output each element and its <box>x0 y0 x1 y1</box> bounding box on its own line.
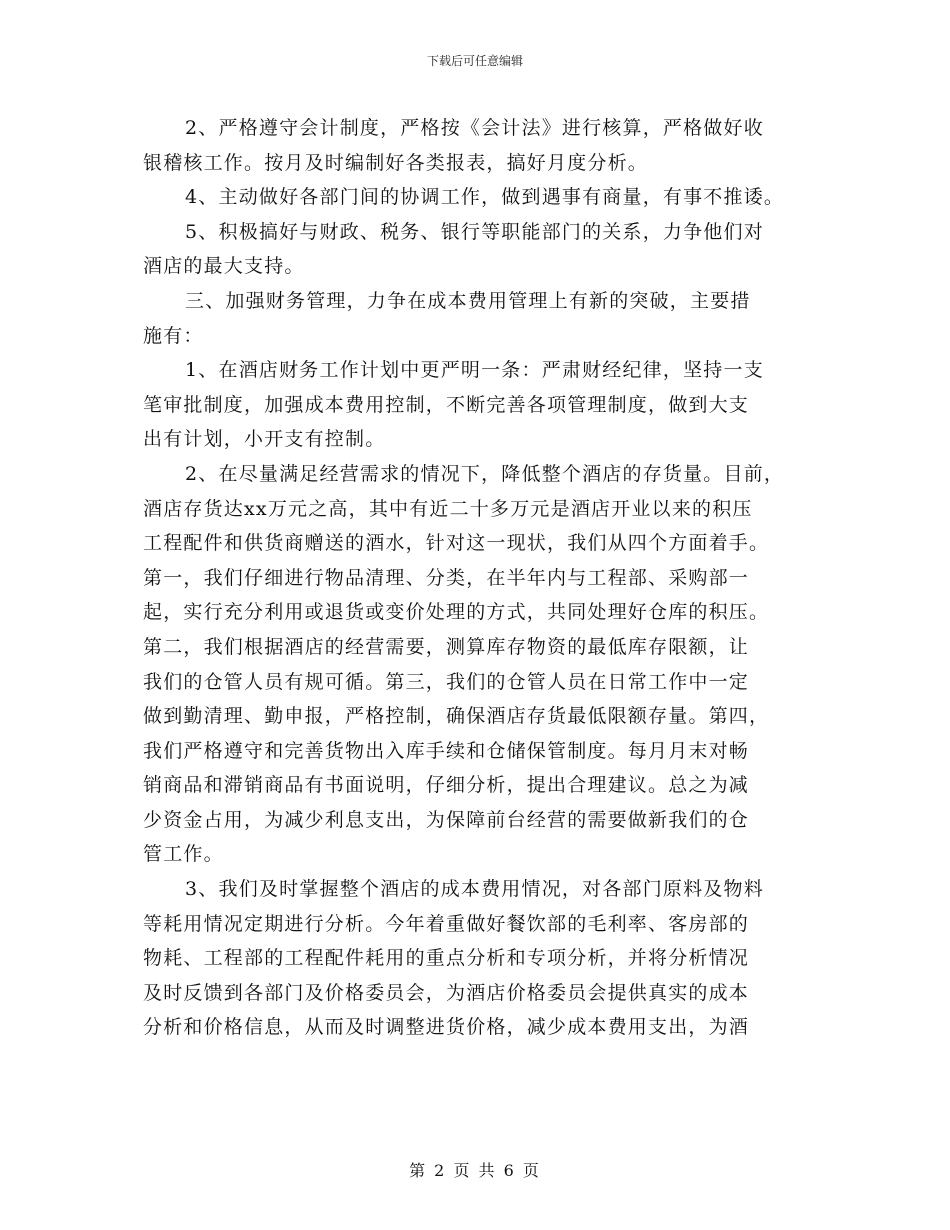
text-line: 酒店存货达xx万元之高，其中有近二十多万元是酒店开业以来的积压 <box>143 497 753 520</box>
text-line: 第二，我们根据酒店的经营需要，测算库存物资的最低库存限额，让 <box>143 635 750 658</box>
text-line: 等耗用情况定期进行分析。今年着重做好餐饮部的毛利率、客房部的 <box>143 912 750 935</box>
text-line: 做到勤清理、勤申报，严格控制，确保酒店存货最低限额存量。第四， <box>143 705 770 728</box>
text-line: 物耗、工程部的工程配件耗用的重点分析和专项分析，并将分析情况 <box>143 947 750 970</box>
text-line: 及时反馈到各部门及价格委员会，为酒店价格委员会提供真实的成本 <box>143 981 750 1004</box>
text-line: 5、积极搞好与财政、税务、银行等职能部门的关系，力争他们对 <box>185 220 764 243</box>
page-header-note: 下载后可任意编辑 <box>426 54 523 68</box>
text-line: 酒店的最大支持。 <box>143 255 305 278</box>
text-line: 笔审批制度，加强成本费用控制，不断完善各项管理制度，做到大支 <box>143 393 750 416</box>
text-line: 我们的仓管人员有规可循。第三，我们的仓管人员在日常工作中一定 <box>143 670 750 693</box>
document-body <box>143 111 823 1045</box>
text-line: 管工作。 <box>143 843 224 866</box>
text-line: 第一，我们仔细进行物品清理、分类，在半年内与工程部、采购部一 <box>143 566 750 589</box>
text-line: 4、主动做好各部门间的协调工作，做到遇事有商量，有事不推诿。 <box>185 186 785 209</box>
text-line: 2、严格遵守会计制度，严格按《会计法》进行核算，严格做好收 <box>185 117 764 139</box>
text-line: 起，实行充分利用或退货或变价处理的方式，共同处理好仓库的积压。 <box>143 601 770 624</box>
text-line: 1、在酒店财务工作计划中更严明一条：严肃财经纪律，坚持一支 <box>185 359 764 382</box>
text-line: 少资金占用，为减少利息支出，为保障前台经营的需要做新我们的仓 <box>143 808 750 831</box>
text-line: 施有： <box>143 324 204 347</box>
text-line: 销商品和滞销商品有书面说明，仔细分析，提出合理建议。总之为减 <box>143 774 750 797</box>
text-line: 3、我们及时掌握整个酒店的成本费用情况，对各部门原料及物料 <box>185 878 764 901</box>
text-line: 2、在尽量满足经营需求的情况下，降低整个酒店的存货量。目前， <box>185 462 785 485</box>
text-line: 我们严格遵守和完善货物出入库手续和仓储保管制度。每月月末对畅 <box>143 739 750 762</box>
page-number: 第 2 页 共 6 页 <box>409 1161 541 1180</box>
text-line: 工程配件和供货商赠送的酒水，针对这一现状，我们从四个方面着手。 <box>143 532 770 555</box>
text-line: 出有计划，小开支有控制。 <box>143 428 386 451</box>
text-line: 分析和价格信息，从而及时调整进货价格，减少成本费用支出，为酒 <box>143 1016 750 1039</box>
text-line: 三、加强财务管理，力争在成本费用管理上有新的突破，主要措 <box>185 289 751 312</box>
text-line: 银稽核工作。按月及时编制好各类报表，搞好月度分析。 <box>143 151 649 174</box>
